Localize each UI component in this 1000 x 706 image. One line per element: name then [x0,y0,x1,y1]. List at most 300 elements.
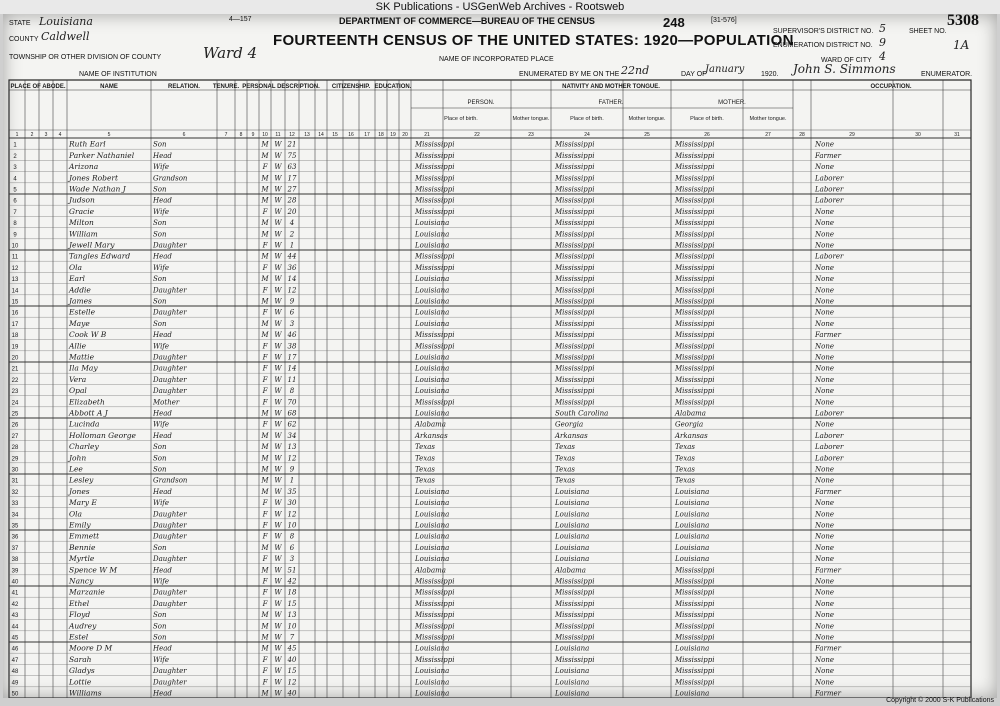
person-name: Ola [69,262,83,272]
column-number: 9 [251,132,255,138]
birthplace: Mississippi [415,207,455,216]
birthplace: Louisiana [415,667,450,676]
enumerated-day: 22nd [621,64,650,77]
father-birthplace: Louisiana [555,555,590,564]
column-number: 14 [318,132,324,138]
row-number: 43 [11,613,19,620]
father-birthplace: Mississippi [555,599,595,608]
birthplace: Mississippi [415,588,455,597]
column-number: 21 [424,132,430,138]
copyright-notice: Copyright © 2000 S-K Publications [886,697,994,704]
birthplace: Louisiana [415,375,450,384]
row-number: 28 [11,445,19,452]
person-name: Jones [69,486,90,496]
occupation: Laborer [815,454,844,463]
column-number: 10 [262,132,268,138]
age: 12 [287,678,297,687]
age: 21 [287,140,297,149]
age: 6 [289,543,295,552]
mother-birthplace: Louisiana [675,499,710,508]
column-number: 24 [584,132,590,138]
race: W [274,465,282,474]
father-birthplace: Texas [555,476,575,485]
mother-birthplace: Mississippi [675,622,715,631]
relation: Head [153,431,172,440]
section-header: RELATION. [168,84,200,90]
race: W [274,633,282,642]
person-name: Vera [69,374,87,384]
mother-birthplace: Mississippi [675,286,715,295]
column-number: 16 [348,132,354,138]
row-number: 17 [11,321,19,328]
ed-label: ENUMERATION DISTRICT NO. [773,42,873,49]
father-birthplace: Mississippi [555,207,595,216]
row-number: 8 [13,221,17,228]
father-birthplace: Alabama [555,566,586,575]
race: W [274,364,282,373]
sex: M [261,185,269,194]
age: 30 [287,499,297,508]
person-name: Ruth Earl [69,139,106,149]
race: W [274,375,282,384]
sex: M [261,219,269,228]
mother-birthplace: Mississippi [675,599,715,608]
nativity-column-label: Mother tongue. [512,116,550,122]
relation: Daughter [153,588,187,597]
person-name: John [69,453,87,463]
sex: M [261,409,269,418]
birthplace: Mississippi [415,398,455,407]
sex: M [261,196,269,205]
supervisor-value: 5 [879,22,886,35]
row-number: 13 [11,277,19,284]
age: 3 [289,319,295,328]
race: W [274,689,282,698]
birthplace: Louisiana [415,219,450,228]
occupation: None [815,420,834,429]
race: W [274,286,282,295]
race: W [274,521,282,530]
age: 40 [287,655,297,664]
mother-birthplace: Mississippi [675,163,715,172]
father-birthplace: Texas [555,454,575,463]
occupation: None [815,353,834,362]
race: W [274,577,282,586]
mother-birthplace: Mississippi [675,297,715,306]
age: 17 [287,353,297,362]
mother-birthplace: Mississippi [675,387,715,396]
section-header: NATIVITY AND MOTHER TONGUE. [562,84,660,90]
race: W [274,275,282,284]
race: W [274,219,282,228]
race: W [274,431,282,440]
relation: Daughter [153,308,187,317]
father-birthplace: Texas [555,465,575,474]
row-number: 12 [11,265,19,272]
person-name: Estelle [69,307,96,317]
birthplace: Louisiana [415,644,450,653]
father-birthplace: Louisiana [555,543,590,552]
person-name: Spence W M [69,565,118,575]
occupation: None [815,622,834,631]
mother-birthplace: Mississippi [675,375,715,384]
person-name: Addie [69,285,91,295]
sex: M [261,633,269,642]
birthplace: Louisiana [415,521,450,530]
age: 70 [287,398,297,407]
birthplace: Mississippi [415,599,455,608]
column-number: 26 [704,132,710,138]
age: 20 [287,207,297,216]
father-birthplace: Mississippi [555,331,595,340]
age: 6 [289,308,295,317]
age: 2 [289,230,295,239]
row-number: 21 [11,366,19,373]
sex: M [261,487,269,496]
section-header: NAME [100,84,118,90]
row-number: 39 [11,568,19,575]
occupation: None [815,286,834,295]
sex: F [262,599,268,608]
nativity-column-label: Place of birth. [444,116,478,122]
row-number: 32 [11,489,19,496]
age: 9 [289,297,295,306]
column-number: 23 [528,132,534,138]
row-number: 35 [11,523,19,530]
race: W [274,588,282,597]
relation: Head [153,252,172,261]
mother-birthplace: Louisiana [675,555,710,564]
age: 38 [287,342,297,351]
person-name: Audrey [69,621,97,631]
relation: Daughter [153,678,187,687]
age: 15 [287,599,297,608]
person-name: Charley [69,442,99,452]
birthplace: Mississippi [415,655,455,664]
relation: Daughter [153,286,187,295]
father-birthplace: Mississippi [555,611,595,620]
age: 15 [287,667,297,676]
relation: Wife [153,163,170,172]
section-header: EDUCATION. [374,84,412,90]
person-name: Williams [69,688,102,698]
person-name: Milton [69,218,94,228]
column-number: 13 [304,132,310,138]
relation: Wife [153,655,170,664]
person-name: Lesley [69,475,94,485]
occupation: None [815,521,834,530]
birthplace: Alabama [415,566,446,575]
relation: Son [153,319,167,328]
person-name: Gracie [69,206,95,216]
occupation: Farmer [815,644,842,653]
column-number: 12 [289,132,295,138]
race: W [274,174,282,183]
enumerated-label: ENUMERATED BY ME ON THE [519,71,620,78]
person-name: Allie [69,341,87,351]
relation: Daughter [153,241,187,250]
sex: F [262,398,268,407]
row-number: 26 [11,422,19,429]
relation: Son [153,465,167,474]
sheet-code: [31-576] [711,17,737,24]
race: W [274,420,282,429]
person-name: Emily [69,520,91,530]
mother-birthplace: Mississippi [675,678,715,687]
occupation: None [815,163,834,172]
race: W [274,196,282,205]
occupation: Farmer [815,487,842,496]
row-number: 5 [13,187,17,194]
occupation: None [815,342,834,351]
birthplace: Louisiana [415,555,450,564]
supervisor-label: SUPERVISOR'S DISTRICT NO. [773,28,874,35]
occupation: Farmer [815,566,842,575]
race: W [274,263,282,272]
person-name: Floyd [69,610,91,620]
father-birthplace: Mississippi [555,151,595,160]
age: 62 [287,420,297,429]
father-birthplace: South Carolina [555,409,609,418]
race: W [274,454,282,463]
relation: Head [153,331,172,340]
occupation: None [815,465,834,474]
row-number: 37 [11,545,19,552]
relation: Son [153,543,167,552]
mother-birthplace: Texas [675,476,695,485]
relation: Son [153,140,167,149]
mother-birthplace: Texas [675,454,695,463]
institution-label: NAME OF INSTITUTION [79,71,157,78]
person-name: Jewell Mary [69,240,115,250]
sex: F [262,387,268,396]
nativity-subheader: PERSON. [467,100,495,106]
birthplace: Louisiana [415,510,450,519]
sex: F [262,286,268,295]
mother-birthplace: Mississippi [675,308,715,317]
occupation: Farmer [815,151,842,160]
occupation: None [815,633,834,642]
occupation: None [815,577,834,586]
person-name: Parker Nathaniel [69,150,135,160]
race: W [274,566,282,575]
birthplace: Mississippi [415,151,455,160]
row-number: 33 [11,501,19,508]
mother-birthplace: Texas [675,465,695,474]
relation: Head [153,196,172,205]
father-birthplace: Louisiana [555,644,590,653]
sex: M [261,443,269,452]
row-number: 48 [11,669,19,676]
occupation: None [815,476,834,485]
row-number: 23 [11,389,19,396]
column-number: 30 [915,132,921,138]
row-number: 4 [13,176,17,183]
mother-birthplace: Louisiana [675,689,710,698]
column-number: 1 [15,132,19,138]
footer-strip [0,698,1000,706]
relation: Head [153,644,172,653]
mother-birthplace: Mississippi [675,611,715,620]
age: 14 [287,275,297,284]
race: W [274,555,282,564]
row-number: 10 [11,243,19,250]
race: W [274,599,282,608]
race: W [274,644,282,653]
relation: Wife [153,342,170,351]
person-name: Emmett [69,531,100,541]
birthplace: Mississippi [415,163,455,172]
enumerated-month: January [705,64,745,75]
sex: F [262,342,268,351]
relation: Daughter [153,364,187,373]
occupation: None [815,297,834,306]
race: W [274,443,282,452]
race: W [274,342,282,351]
sex: M [261,151,269,160]
occupation: None [815,207,834,216]
age: 1 [289,476,295,485]
sex: M [261,230,269,239]
person-name: Sarah [69,654,92,664]
ward-value: 4 [879,50,886,63]
county-value: Caldwell [41,30,90,43]
person-name: Lottie [69,677,92,687]
person-name: Maye [69,318,90,328]
age: 13 [287,443,297,452]
age: 34 [287,431,297,440]
race: W [274,353,282,362]
sex: M [261,431,269,440]
sex: M [261,566,269,575]
race: W [274,476,282,485]
person-name: Lucinda [69,419,100,429]
occupation: None [815,588,834,597]
father-birthplace: Mississippi [555,297,595,306]
relation: Daughter [153,510,187,519]
mother-birthplace: Alabama [675,409,706,418]
sex: M [261,622,269,631]
occupation: None [815,308,834,317]
sex: M [261,543,269,552]
age: 40 [287,689,297,698]
mother-birthplace: Mississippi [675,140,715,149]
race: W [274,667,282,676]
occupation: None [815,140,834,149]
occupation: Laborer [815,252,844,261]
occupation: None [815,219,834,228]
race: W [274,185,282,194]
occupation: None [815,230,834,239]
race: W [274,543,282,552]
occupation: Laborer [815,409,844,418]
age: 27 [287,185,297,194]
race: W [274,622,282,631]
mother-birthplace: Mississippi [675,398,715,407]
column-number: 5 [107,132,111,138]
father-birthplace: Mississippi [555,275,595,284]
relation: Son [153,275,167,284]
occupation: None [815,611,834,620]
race: W [274,241,282,250]
father-birthplace: Mississippi [555,364,595,373]
age: 51 [287,566,297,575]
row-number: 1 [13,142,17,149]
age: 17 [287,174,297,183]
father-birthplace: Mississippi [555,286,595,295]
relation: Son [153,185,167,194]
section-header: PERSONAL DESCRIPTION. [242,84,320,90]
relation: Mother [153,398,180,407]
sex: F [262,577,268,586]
occupation: Laborer [815,431,844,440]
sex: M [261,252,269,261]
race: W [274,499,282,508]
row-number: 22 [11,377,19,384]
birthplace: Mississippi [415,196,455,205]
father-birthplace: Mississippi [555,633,595,642]
relation: Head [153,151,172,160]
sheet-value: 1A [953,38,970,52]
age: 46 [287,331,297,340]
father-birthplace: Arkansas [555,431,588,440]
mother-birthplace: Mississippi [675,230,715,239]
age: 3 [289,555,295,564]
mother-birthplace: Mississippi [675,633,715,642]
row-number: 25 [11,411,19,418]
census-title: FOURTEENTH CENSUS OF THE UNITED STATES: 1920—POPULATION [273,32,794,49]
sex: F [262,555,268,564]
occupation: Laborer [815,196,844,205]
father-birthplace: Mississippi [555,230,595,239]
state-label: STATE [9,20,31,27]
sex: F [262,499,268,508]
relation: Wife [153,263,170,272]
mother-birthplace: Mississippi [675,655,715,664]
relation: Daughter [153,387,187,396]
sex: F [262,510,268,519]
person-name: Moore D M [69,643,113,653]
birthplace: Louisiana [415,387,450,396]
row-number: 42 [11,601,19,608]
column-number: 28 [799,132,805,138]
mother-birthplace: Louisiana [675,543,710,552]
row-number: 34 [11,512,19,519]
race: W [274,409,282,418]
column-number: 7 [224,132,228,138]
age: 4 [289,219,295,228]
birthplace: Mississippi [415,174,455,183]
race: W [274,297,282,306]
row-number: 41 [11,590,19,597]
column-number: 20 [402,132,408,138]
person-name: Lee [69,464,83,474]
row-number: 2 [13,153,17,160]
birthplace: Alabama [415,420,446,429]
county-label: COUNTY [9,36,39,43]
father-birthplace: Texas [555,443,575,452]
age: 10 [287,622,297,631]
row-number: 50 [11,691,19,698]
mother-birthplace: Mississippi [675,577,715,586]
sex: M [261,140,269,149]
sex: F [262,420,268,429]
sex: M [261,465,269,474]
sex: M [261,275,269,284]
birthplace: Louisiana [415,689,450,698]
row-number: 38 [11,557,19,564]
person-name: Mary E [69,498,97,508]
